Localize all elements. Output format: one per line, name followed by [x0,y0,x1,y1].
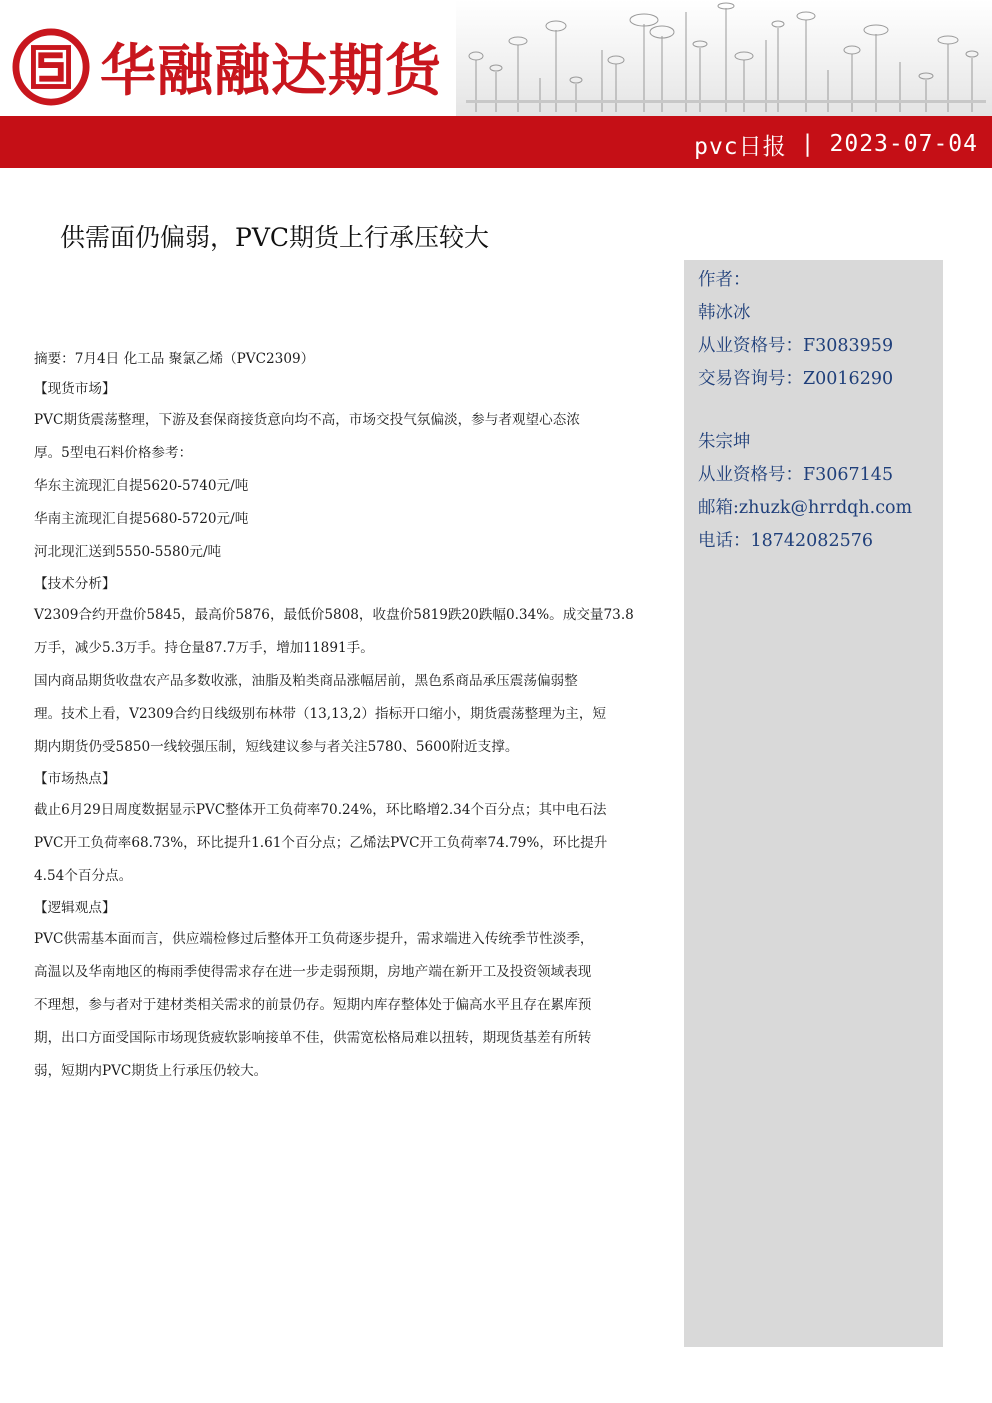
section-heading-logic: 【逻辑观点】 [34,900,116,916]
report-date: 2023-07-04 [829,131,978,157]
paragraph-line: PVC开工负荷率68.73%，环比提升1.61个百分点；乙烯法PVC开工负荷率74.79%，环比提升 [34,835,608,851]
logo-emblem-icon [12,28,90,106]
paragraph-line: 截止6月29日周度数据显示PVC整体开工负荷率70.24%，环比略增2.34个百分点；其中电石法 [34,802,607,818]
paragraph-line: 弱，短期内PVC期货上行承压仍较大。 [34,1063,268,1079]
section-heading-technical: 【技术分析】 [34,576,116,592]
price-line: 华南主流现汇自提5680-5720元/吨 [34,511,249,527]
paragraph-line: 不理想，参与者对于建材类相关需求的前景仍存。短期内库存整体处于偏高水平且存在累库预 [34,997,592,1013]
section-heading-spot: 【现货市场】 [34,381,116,397]
report-type: pvc日报 [694,133,787,160]
author-label: 作者： [698,270,751,290]
paragraph-line: 高温以及华南地区的梅雨季使得需求存在进一步走弱预期，房地产端在新开工及投资领域表现 [34,964,592,980]
price-line: 河北现汇送到5550-5580元/吨 [34,544,222,560]
author-email[interactable]: 邮箱:zhuzk@hrrdqh.com [698,498,913,518]
report-body [34,344,674,1088]
circuit-lines-graphic [456,0,992,116]
section-heading-hotspot: 【市场热点】 [34,771,116,787]
paragraph-line: PVC期货震荡整理，下游及套保商接货意向均不高，市场交投气氛偏淡，参与者观望心态浓 [34,412,580,428]
report-title: 供需面仍偏弱，PVC期货上行承压较大 [60,223,490,252]
company-name: 华融融达期货 [100,39,442,104]
header-decoration [456,0,992,116]
price-line: 华东主流现汇自提5620-5740元/吨 [34,478,249,494]
author-name: 韩冰冰 [698,303,751,323]
paragraph-line: 理。技术上看，V2309合约日线级别布林带（13,13,2）指标开口缩小，期货震荡整理为主，短 [34,706,607,722]
author-phone: 电话：18742082576 [698,531,873,551]
author-consulting-number: 交易咨询号：Z0016290 [698,369,894,389]
author-qualification: 从业资格号：F3067145 [698,465,894,485]
banner-separator: | [800,131,816,157]
paragraph-line: 期，出口方面受国际市场现货疲软影响接单不佳，供需宽松格局难以扭转，期现货基差有所转 [34,1030,592,1046]
company-logo [12,22,442,112]
paragraph-line: 期内期货仍受5850一线较强压制，短线建议参与者关注5780、5600附近支撑。 [34,739,519,755]
author-name: 朱宗坤 [698,432,751,452]
author-block-1 [684,260,943,558]
paragraph-line: 国内商品期货收盘农产品多数收涨，油脂及粕类商品涨幅居前，黑色系商品承压震荡偏弱整 [34,673,578,689]
summary-line: 摘要：7月4日 化工品 聚氯乙烯（PVC2309） [34,351,315,367]
paragraph-line: 厚。5型电石料价格参考： [34,445,193,461]
paragraph-line: V2309合约开盘价5845，最高价5876，最低价5808，收盘价5819跌20跌幅0.34%。成交量73.8 [34,607,634,623]
paragraph-line: PVC供需基本面而言，供应端检修过后整体开工负荷逐步提升，需求端进入传统季节性淡季， [34,931,594,947]
author-sidebar [684,260,943,1347]
author-qualification: 从业资格号：F3083959 [698,336,894,356]
paragraph-line: 4.54个百分点。 [34,868,133,884]
report-banner-text [694,124,978,164]
paragraph-line: 万手，减少5.3万手。持仓量87.7万手，增加11891手。 [34,640,374,656]
